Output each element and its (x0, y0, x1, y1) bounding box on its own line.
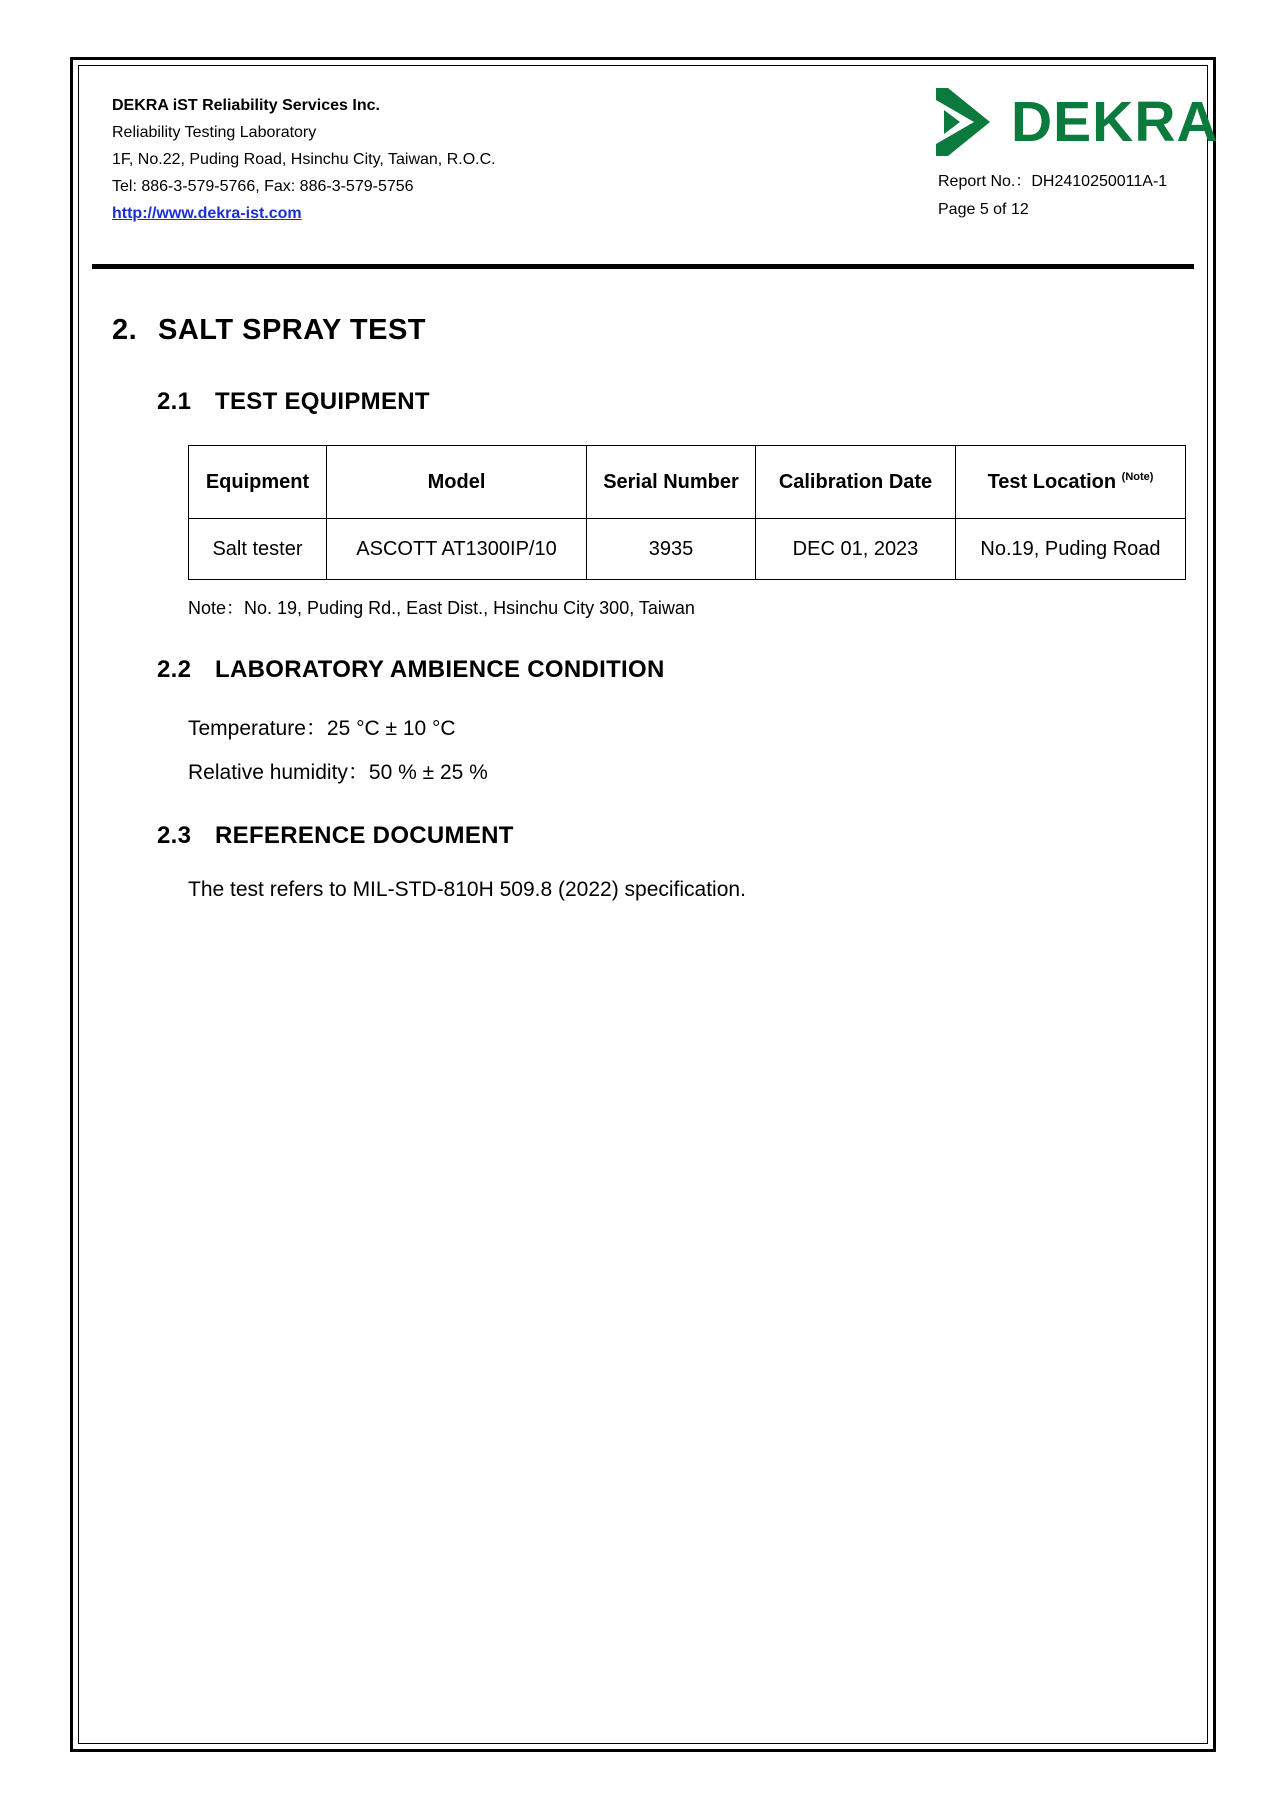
table-cell: ASCOTT AT1300IP/10 (327, 519, 587, 580)
section-number: 2. (112, 314, 138, 346)
company-address: 1F, No.22, Puding Road, Hsinchu City, Taiwan, R.O.C. (112, 151, 496, 168)
column-header-label: Test Location (987, 470, 1117, 493)
equipment-table (188, 445, 1186, 580)
company-header (112, 92, 496, 227)
table-row (189, 519, 1186, 580)
report-number: Report No.：DH2410250011A-1 (938, 173, 1168, 190)
column-header-test-location (956, 446, 1186, 519)
subsection-title: TEST EQUIPMENT (215, 388, 430, 415)
note-marker: (Note) (1121, 470, 1154, 483)
website-link[interactable]: http://www.dekra-ist.com (112, 205, 302, 222)
table-header-row (189, 446, 1186, 519)
section-heading (112, 314, 426, 347)
table-note: Note：No. 19, Puding Rd., East Dist., Hsinchu City 300, Taiwan (188, 598, 695, 618)
lab-name: Reliability Testing Laboratory (112, 124, 317, 141)
subsection-heading-equipment (157, 388, 430, 416)
report-info (938, 168, 1167, 224)
table-cell: DEC 01, 2023 (756, 519, 956, 580)
subsection-title: REFERENCE DOCUMENT (215, 822, 514, 849)
subsection-number: 2.3 (157, 822, 192, 849)
table-cell: No.19, Puding Road (956, 519, 1186, 580)
humidity-condition: Relative humidity：50 % ± 25 % (188, 761, 488, 784)
header-divider (92, 264, 1194, 269)
table-cell: 3935 (587, 519, 756, 580)
dekra-logo-text: DEKRA (1011, 90, 1219, 154)
subsection-title: LABORATORY AMBIENCE CONDITION (215, 656, 665, 683)
reference-text: The test refers to MIL-STD-810H 509.8 (2022) specification. (188, 878, 746, 901)
subsection-number: 2.1 (157, 388, 192, 415)
table-cell: Salt tester (189, 519, 327, 580)
subsection-heading-ambience (157, 656, 665, 684)
column-header: Serial Number (587, 446, 756, 519)
page-number: Page 5 of 12 (938, 201, 1029, 218)
company-phone-fax: Tel: 886-3-579-5766, Fax: 886-3-579-5756 (112, 178, 414, 195)
company-name: DEKRA iST Reliability Services Inc. (112, 97, 380, 114)
column-header: Model (327, 446, 587, 519)
column-header: Calibration Date (756, 446, 956, 519)
subsection-number: 2.2 (157, 656, 192, 683)
temperature-condition: Temperature：25 °C ± 10 °C (188, 717, 456, 740)
section-title: SALT SPRAY TEST (158, 314, 427, 346)
subsection-heading-reference (157, 822, 514, 850)
column-header: Equipment (189, 446, 327, 519)
